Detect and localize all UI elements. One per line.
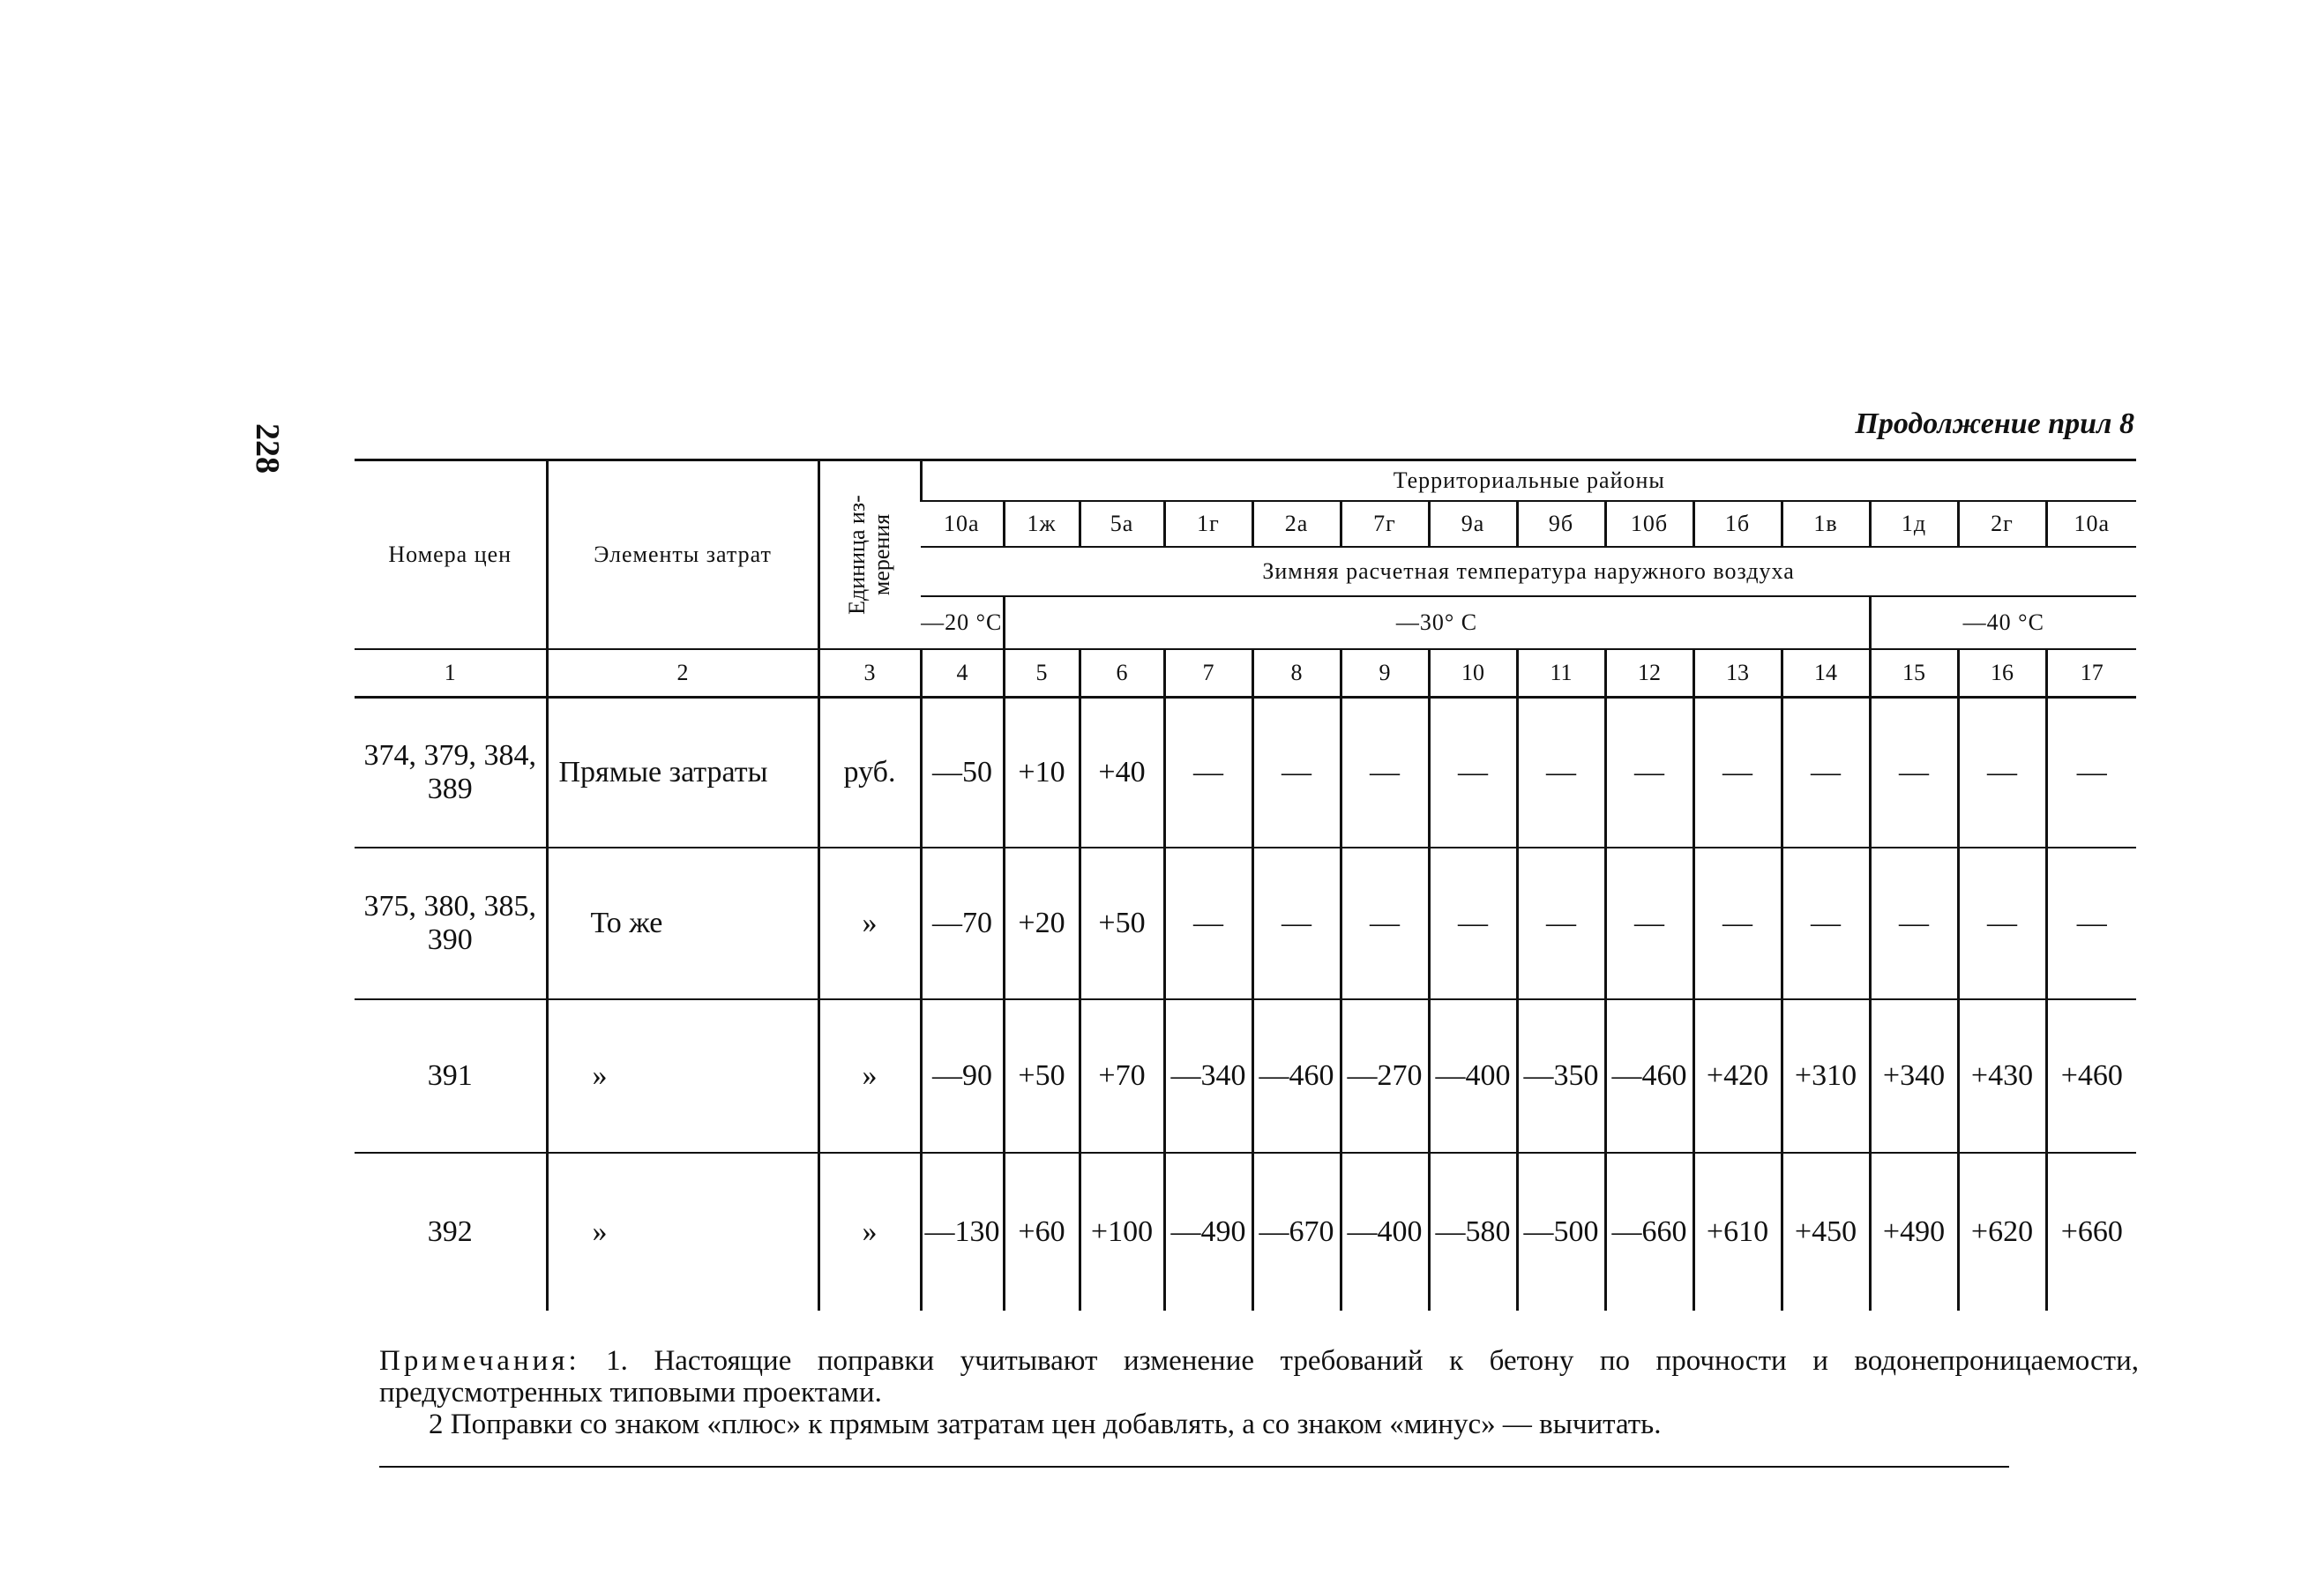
column-number: 2: [547, 649, 818, 698]
note-1-text: 1. Настоящие поправки учитывают изменение требований к бетону по прочности и водонепроницаемости, предусмотренных типовыми проектами.: [379, 1345, 2140, 1409]
value-cell: —580: [1429, 1153, 1517, 1311]
price-numbers-cell: 374, 379, 384, 389: [355, 697, 547, 848]
bottom-rule: [379, 1466, 2009, 1468]
district-cell: 2а: [1252, 501, 1341, 547]
column-number: 1: [355, 649, 547, 698]
column-number: 5: [1004, 649, 1080, 698]
district-cell: 10а: [2046, 501, 2136, 547]
column-number: 8: [1252, 649, 1341, 698]
district-cell: 9а: [1429, 501, 1517, 547]
value-cell: —400: [1429, 999, 1517, 1153]
district-cell: 10б: [1605, 501, 1693, 547]
header-unit-text: Единица из-мерения: [844, 494, 894, 615]
value-cell: +60: [1004, 1153, 1080, 1311]
page-number: 228: [249, 423, 286, 474]
value-cell: —: [1605, 848, 1693, 999]
temp-group-minus30: —30° С: [1004, 596, 1870, 649]
value-cell: —340: [1164, 999, 1252, 1153]
unit-cell: »: [818, 1153, 921, 1311]
notes-block: [379, 1345, 2139, 1440]
table-row: [355, 848, 2136, 999]
value-cell: —: [1782, 848, 1870, 999]
value-cell: —: [1870, 848, 1958, 999]
value-cell: —: [1958, 848, 2046, 999]
cost-element-cell: »: [547, 999, 818, 1153]
value-cell: +430: [1958, 999, 2046, 1153]
header-unit: [818, 460, 921, 649]
district-cell: 1г: [1164, 501, 1252, 547]
price-numbers-cell: 392: [427, 1215, 473, 1248]
value-cell: —: [1341, 848, 1429, 999]
header-cost-elements: Элементы затрат: [547, 460, 818, 649]
cost-element-cell: Прямые затраты: [547, 697, 818, 848]
header-temperature: Зимняя расчетная температура наружного воздуха: [921, 547, 2136, 596]
value-cell: —: [1693, 848, 1782, 999]
column-number: 6: [1080, 649, 1164, 698]
value-cell: —130: [921, 1153, 1004, 1311]
value-cell: +70: [1080, 999, 1164, 1153]
value-cell: —400: [1341, 1153, 1429, 1311]
column-number: 3: [818, 649, 921, 698]
value-cell: +310: [1782, 999, 1870, 1153]
district-cell: 7г: [1341, 501, 1429, 547]
unit-cell: руб.: [818, 697, 921, 848]
notes-label: Примечания:: [379, 1345, 580, 1377]
cost-element-cell: »: [547, 1153, 818, 1311]
value-cell: —: [1429, 697, 1517, 848]
value-cell: —: [1517, 848, 1605, 999]
value-cell: +490: [1870, 1153, 1958, 1311]
value-cell: —460: [1605, 999, 1693, 1153]
value-cell: —90: [921, 999, 1004, 1153]
price-numbers-cell: 375, 380, 385, 390: [355, 848, 547, 999]
value-cell: +460: [2046, 999, 2136, 1153]
price-corrections-table: [355, 459, 2136, 1311]
value-cell: —670: [1252, 1153, 1341, 1311]
value-cell: —: [2046, 697, 2136, 848]
continuation-heading: Продолжение прил 8: [1855, 407, 2134, 440]
table-row: [355, 999, 2136, 1153]
note-2: 2 Поправки со знаком «плюс» к прямым затратам цен добавлять, а со знаком «минус» — вычитать.: [429, 1409, 1662, 1440]
column-number: 7: [1164, 649, 1252, 698]
value-cell: +20: [1004, 848, 1080, 999]
table-row: [355, 1153, 2136, 1311]
value-cell: +420: [1693, 999, 1782, 1153]
header-price-numbers: Номера цен: [355, 460, 547, 649]
cost-element-cell: То же: [547, 848, 818, 999]
district-cell: 1ж: [1004, 501, 1080, 547]
unit-cell: »: [818, 848, 921, 999]
column-number: 14: [1782, 649, 1870, 698]
column-number: 9: [1341, 649, 1429, 698]
value-cell: —: [1605, 697, 1693, 848]
value-cell: —660: [1605, 1153, 1693, 1311]
note-1: [379, 1345, 2139, 1409]
value-cell: —: [1870, 697, 1958, 848]
column-number: 17: [2046, 649, 2136, 698]
value-cell: —: [1958, 697, 2046, 848]
value-cell: +10: [1004, 697, 1080, 848]
value-cell: —500: [1517, 1153, 1605, 1311]
value-cell: +660: [2046, 1153, 2136, 1311]
value-cell: —: [1782, 697, 1870, 848]
district-cell: 1д: [1870, 501, 1958, 547]
value-cell: —: [1693, 697, 1782, 848]
value-cell: +610: [1693, 1153, 1782, 1311]
value-cell: —: [1164, 848, 1252, 999]
column-number: 11: [1517, 649, 1605, 698]
district-cell: 9б: [1517, 501, 1605, 547]
column-number: 4: [921, 649, 1004, 698]
value-cell: —: [1252, 697, 1341, 848]
value-cell: —270: [1341, 999, 1429, 1153]
unit-cell: »: [818, 999, 921, 1153]
temp-group-minus40: —40 °С: [1870, 596, 2136, 649]
value-cell: —490: [1164, 1153, 1252, 1311]
district-cell: 1в: [1782, 501, 1870, 547]
header-districts: Территориальные районы: [921, 460, 2136, 501]
table-row: [355, 697, 2136, 848]
value-cell: —350: [1517, 999, 1605, 1153]
value-cell: —: [1517, 697, 1605, 848]
temp-group-minus20: —20 °С: [921, 596, 1004, 649]
column-number: 16: [1958, 649, 2046, 698]
district-cell: 2г: [1958, 501, 2046, 547]
value-cell: —70: [921, 848, 1004, 999]
value-cell: +620: [1958, 1153, 2046, 1311]
value-cell: —50: [921, 697, 1004, 848]
value-cell: —: [2046, 848, 2136, 999]
district-cell: 1б: [1693, 501, 1782, 547]
column-number: 12: [1605, 649, 1693, 698]
value-cell: +450: [1782, 1153, 1870, 1311]
value-cell: —: [1429, 848, 1517, 999]
price-numbers-cell: 391: [355, 999, 547, 1153]
value-cell: —: [1341, 697, 1429, 848]
value-cell: +50: [1080, 848, 1164, 999]
value-cell: +40: [1080, 697, 1164, 848]
value-cell: +50: [1004, 999, 1080, 1153]
district-cell: 5а: [1080, 501, 1164, 547]
value-cell: —: [1252, 848, 1341, 999]
value-cell: —: [1164, 697, 1252, 848]
value-cell: —460: [1252, 999, 1341, 1153]
value-cell: +100: [1080, 1153, 1164, 1311]
district-cell: 10а: [921, 501, 1004, 547]
column-number: 15: [1870, 649, 1958, 698]
column-number: 13: [1693, 649, 1782, 698]
column-number: 10: [1429, 649, 1517, 698]
value-cell: +340: [1870, 999, 1958, 1153]
